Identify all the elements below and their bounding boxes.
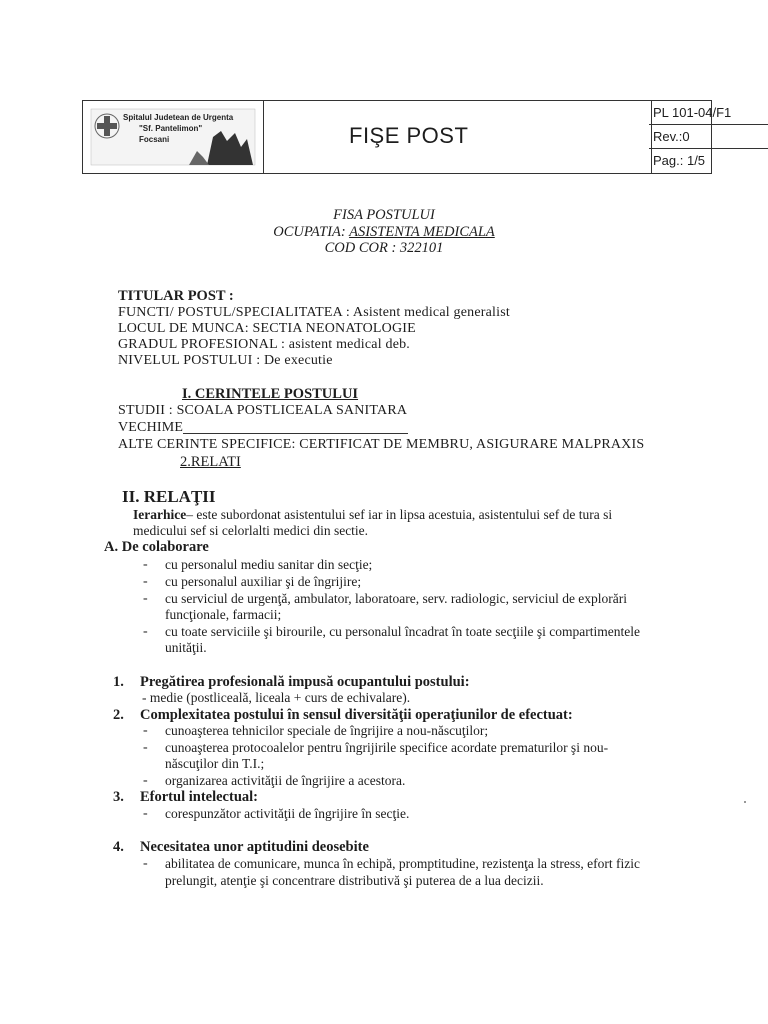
section-3-number: 3. <box>113 789 124 805</box>
ierarhice-text-1: – este subordonat asistentului sef iar in lipsa acestuia, asistentului sef de tura si <box>186 507 613 522</box>
ocupatia-value: ASISTENTA MEDICALA <box>349 224 495 240</box>
ierarhice-line-1 <box>133 507 612 523</box>
section-2-item-2: cunoaşterea protocoalelor pentru îngrijirile specifice acordate prematurilor şi nou- <box>165 740 609 755</box>
colab-item-2: cu personalul auxiliar şi de îngrijire; <box>165 574 362 589</box>
colab-item-3: cu serviciul de urgenţă, ambulator, laboratoare, serv. radiologic, serviciul de explorări <box>165 591 628 606</box>
logo-cell <box>83 101 264 173</box>
colab-item-3-cont: funcţionale, farmacii; <box>165 607 282 622</box>
ierarhice-line-2: medicului sef si celorlalti medici din sectie. <box>133 523 369 538</box>
document-title: FIŞE POST <box>349 123 469 148</box>
cerinte-title: I. CERINTELE POSTULUI <box>182 386 359 402</box>
section-4-line-2: prelungit, atenţie şi concentrare distributivă şi puterea de a lua decizii. <box>165 873 544 888</box>
section-1-number: 1. <box>113 674 124 690</box>
titular-line-grad: GRADUL PROFESIONAL : asistent medical deb. <box>118 337 411 352</box>
section-2-title: Complexitatea postului în sensul diversităţii operaţiunilor de efectuat: <box>140 707 573 723</box>
heading-cod-cor: COD COR : 322101 <box>324 240 444 256</box>
logo-line-2: "Sf. Pantelimon" <box>139 124 203 133</box>
bullet-dash: - <box>143 624 148 639</box>
scan-speck <box>744 801 746 803</box>
bullet-dash: - <box>143 574 148 589</box>
bullet-dash: - <box>143 591 148 606</box>
bullet-dash: - <box>143 723 148 738</box>
cerinte-studii: STUDII : SCOALA POSTLICEALA SANITARA <box>118 403 408 418</box>
section-2-item-2-cont: născuţilor din T.I.; <box>165 756 265 771</box>
cerinte-alte: ALTE CERINTE SPECIFICE: CERTIFICAT DE MEMBRU, ASIGURARE MALPRAXIS <box>118 437 645 452</box>
bullet-dash: - <box>143 806 148 821</box>
section-3-text: corespunzător activităţii de îngrijire în secţie. <box>165 806 410 821</box>
section-2-item-1: cunoaşterea tehnicilor speciale de îngrijire a nou-născuţilor; <box>165 723 489 738</box>
section-4-title: Necesitatea unor aptitudini deosebite <box>140 839 369 855</box>
titular-label: TITULAR POST : <box>118 288 234 304</box>
title-cell <box>263 101 652 173</box>
section-1-text: - medie (postliceală, liceala + curs de echivalare). <box>142 690 411 705</box>
cerinte-relati: 2.RELATI <box>180 454 241 470</box>
colaborare-title: A. De colaborare <box>104 539 209 555</box>
section-4-number: 4. <box>113 839 124 855</box>
bullet-dash: - <box>143 773 148 788</box>
bullet-dash: - <box>143 856 148 871</box>
bullet-dash: - <box>143 740 148 755</box>
logo-line-1: Spitalul Judetean de Urgenta <box>123 113 234 122</box>
colab-item-4-cont: unităţii. <box>165 640 207 655</box>
titular-line-nivel: NIVELUL POSTULUI : De executie <box>118 353 333 368</box>
titular-line-loc: LOCUL DE MUNCA: SECTIA NEONATOLOGIE <box>118 321 416 336</box>
section-3-title: Efortul intelectual: <box>140 789 258 805</box>
section-2-item-3: organizarea activităţii de îngrijire a acestora. <box>165 773 406 788</box>
ierarhice-label: Ierarhice <box>133 507 187 522</box>
header-table <box>82 100 732 174</box>
section-2-number: 2. <box>113 707 124 723</box>
document-code: PL 101-04/F1 <box>649 101 768 125</box>
cerinte-vechime: VECHIME <box>118 420 184 435</box>
relatii-title: II. RELAŢII <box>122 487 216 506</box>
colab-item-1: cu personalul mediu sanitar din secţie; <box>165 557 373 572</box>
meta-cell <box>651 101 732 173</box>
ocupatia-label: OCUPATIA: <box>273 224 346 240</box>
page-number: Pag.: 1/5 <box>653 153 706 168</box>
vechime-underline <box>183 433 408 434</box>
heading-fisa: FISA POSTULUI <box>333 207 435 223</box>
titular-line-functie: FUNCTI/ POSTUL/SPECIALITATEA : Asistent medical generalist <box>118 305 510 320</box>
logo-line-3: Focsani <box>139 135 170 144</box>
bullet-dash: - <box>143 557 148 572</box>
revision: Rev.:0 <box>649 125 768 149</box>
colab-item-4: cu toate serviciile şi birourile, cu personalul încadrat în toate secţiile şi compartimentele <box>165 624 640 639</box>
section-1-title: Pregătirea profesională impusă ocupantului postului: <box>140 674 470 690</box>
section-4-line-1: abilitatea de comunicare, munca în echipă, promptitudine, rezistenţa la stress, efort fizic <box>165 856 640 871</box>
heading-ocupatia <box>0 224 768 240</box>
